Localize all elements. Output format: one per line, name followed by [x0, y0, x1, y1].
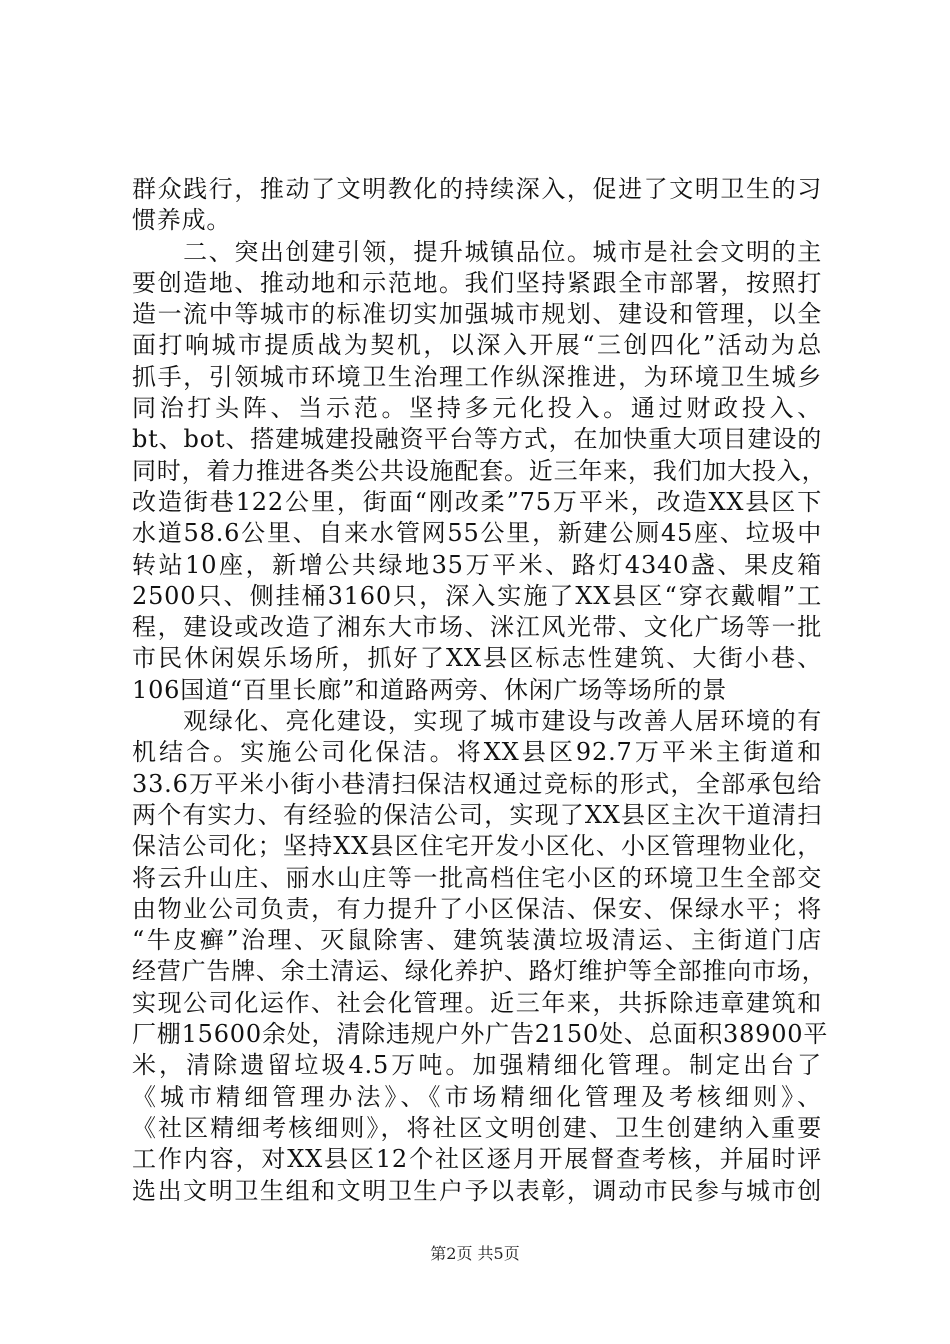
text-line: 抓手，引领城市环境卫生治理工作纵深推进，为环境卫生城乡 [132, 362, 822, 391]
text-line: 工作内容，对XX县区12个社区逐月开展督查考核，并届时评 [132, 1145, 822, 1174]
text-line: 保洁公司化；坚持XX县区住宅开发小区化、小区管理物业化， [132, 832, 822, 861]
text-line: 106国道“百里长廊”和道路两旁、休闲广场等场所的景 [132, 675, 728, 704]
text-line: 改造街巷122公里，街面“刚改柔”75万平米，改造XX县区下 [132, 487, 822, 516]
text-line: 同治打头阵、当示范。坚持多元化投入。通过财政投入、 [132, 394, 822, 423]
text-line: 选出文明卫生组和文明卫生户予以表彰，调动市民参与城市创 [132, 1176, 822, 1205]
text-line: 二、突出创建引领，提升城镇品位。城市是社会文明的主 [132, 237, 822, 266]
text-line: 惯养成。 [132, 206, 232, 235]
text-line: 《城市精细管理办法》、《市场精细化管理及考核细则》、 [132, 1082, 822, 1111]
body-text [132, 174, 829, 1207]
text-line: 米，清除遗留垃圾4.5万吨。加强精细化管理。制定出台了 [132, 1051, 822, 1080]
text-line: 观绿化、亮化建设，实现了城市建设与改善人居环境的有 [132, 707, 822, 736]
text-line: 面打响城市提质战为契机，以深入开展“三创四化”活动为总 [132, 331, 822, 360]
text-line: 市民休闲娱乐场所，抓好了XX县区标志性建筑、大街小巷、 [132, 644, 822, 673]
text-line: “牛皮癣”治理、灭鼠除害、建筑装潢垃圾清运、主街道门店 [132, 926, 822, 955]
text-line: 同时，着力推进各类公共设施配套。近三年来，我们加大投入， [132, 456, 827, 485]
text-line: 机结合。实施公司化保洁。将XX县区92.7万平米主街道和 [132, 738, 822, 767]
text-line: 实现公司化运作、社会化管理。近三年来，共拆除违章建筑和 [132, 988, 822, 1017]
text-line: 将云升山庄、丽水山庄等一批高档住宅小区的环境卫生全部交 [132, 863, 822, 892]
text-line: 2500只、侧挂桶3160只，深入实施了XX县区“穿衣戴帽”工 [132, 581, 822, 610]
text-line: 由物业公司负责，有力提升了小区保洁、保安、保绿水平；将 [132, 894, 822, 923]
text-line: 经营广告牌、余土清运、绿化养护、路灯维护等全部推向市场， [132, 957, 827, 986]
text-line: 两个有实力、有经验的保洁公司，实现了XX县区主次干道清扫 [132, 800, 822, 829]
text-line: 厂棚15600余处，清除违规户外广告2150处、总面积38900平 [132, 1020, 829, 1049]
page-footer: 第2页 共5页 [430, 1244, 520, 1263]
text-line: 转站10座，新增公共绿地35万平米、路灯4340盏、果皮箱 [132, 550, 822, 579]
text-line: 群众践行，推动了文明教化的持续深入，促进了文明卫生的习 [132, 175, 822, 203]
text-line: 要创造地、推动地和示范地。我们坚持紧跟全市部署，按照打 [132, 268, 822, 297]
text-line: 程，建设或改造了湘东大市场、洣江风光带、文化广场等一批 [132, 613, 822, 642]
text-line: 造一流中等城市的标准切实加强城市规划、建设和管理，以全 [132, 300, 822, 329]
text-line: 《社区精细考核细则》，将社区文明创建、卫生创建纳入重要 [132, 1113, 822, 1142]
text-line: 33.6万平米小街小巷清扫保洁权通过竞标的形式，全部承包给 [132, 769, 822, 798]
text-line: bt、bot、搭建城建投融资平台等方式，在加快重大项目建设的 [132, 425, 822, 454]
text-line: 水道58.6公里、自来水管网55公里，新建公厕45座、垃圾中 [132, 519, 822, 548]
